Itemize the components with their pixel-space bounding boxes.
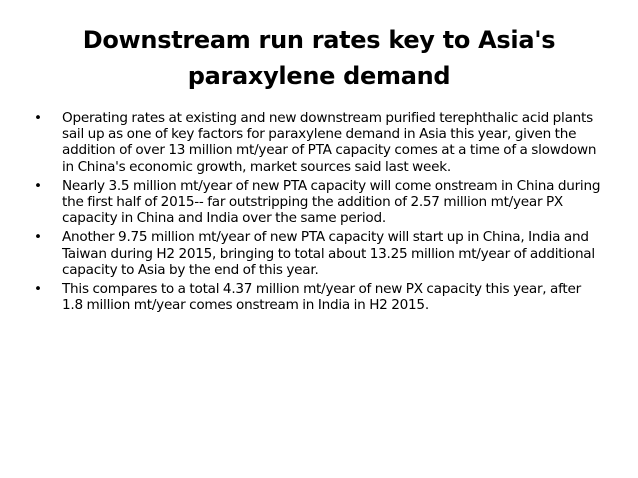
bullet-text: Operating rates at existing and new downstream purified terephthalic acid plants sail up as one of key factors for paraxylene demand in Asia this year, given the addition of over 13 million mt/year of PTA capacity comes at a time of a slowdown in China's economic growth, market sources said last week. [62,110,597,175]
slide-title [40,22,598,94]
slide-title-line-1: Downstream run rates key to Asia's [82,26,556,54]
bullet-item [34,229,604,278]
bullet-item [34,178,604,227]
bullet-marker: • [34,177,42,194]
bullet-item [34,281,604,313]
bullet-marker: • [34,281,42,298]
bullet-item [34,110,604,175]
bullet-marker: • [34,110,42,126]
bullet-text: Another 9.75 million mt/year of new PTA capacity will start up in China, India and Taiwan during H2 2015, bringing to total about 13.25 million mt/year of additional capacity to Asia by the end of this year. [62,229,595,278]
bullet-text: This compares to a total 4.37 million mt/year of new PX capacity this year, after 1.8 million mt/year comes onstream in India in H2 2015. [62,281,581,314]
slide-title-line-2: paraxylene demand [187,62,451,90]
bullet-text: Nearly 3.5 million mt/year of new PTA capacity will come onstream in China during the first half of 2015-- far outstripping the addition of 2.57 million mt/year PX capacity in China and India over the same period. [62,177,601,227]
bullet-marker: • [34,229,42,246]
bullet-list [34,110,604,316]
